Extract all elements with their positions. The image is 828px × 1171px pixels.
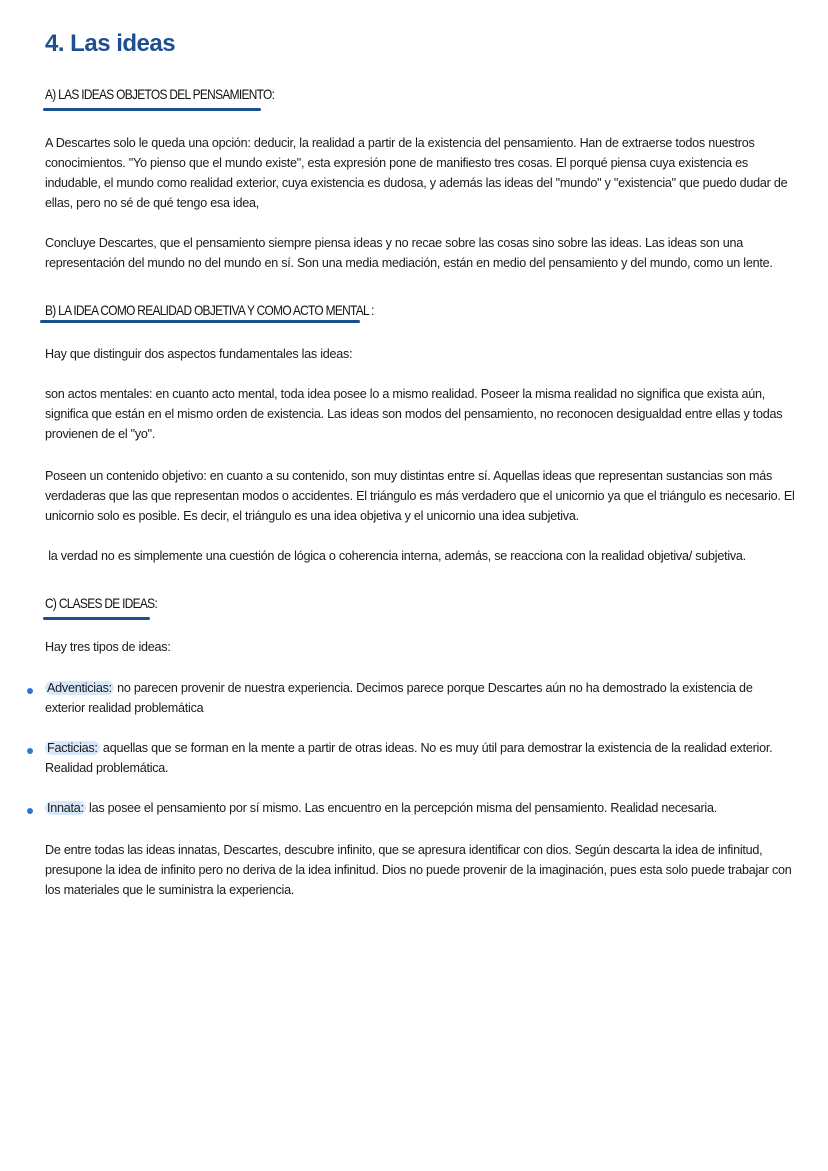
bullet-icon xyxy=(27,748,33,754)
section-b-underline xyxy=(40,320,360,323)
paragraph: De entre todas las ideas innatas, Descartes, descubre infinito, que se apresura identificar con dios. Según descarta la idea de infinitud, presupone la idea de infinito pero no deriva de la idea infinitud. Dios no puede provenir de la imaginación, pues esta solo puede trabajar con los materiales que le suministra la experiencia. xyxy=(45,843,792,897)
bullet-icon xyxy=(27,808,33,814)
paragraph: Concluye Descartes, que el pensamiento siempre piensa ideas y no recae sobre las cosas sino sobre las ideas. Las ideas son una representación del mundo no del mundo en sí. Son una media mediación, están en medio del pensamiento y del mundo, como un lente. xyxy=(45,236,773,270)
paragraph: Hay tres tipos de ideas: xyxy=(45,640,171,654)
term-highlight: Innata: xyxy=(47,801,84,815)
list-item xyxy=(45,738,795,778)
paragraph: A Descartes solo le queda una opción: deducir, la realidad a partir de la existencia del pensamiento. Han de extraerse todos nuestros conocimientos. "Yo pienso que el mundo existe", esta expresión pone de manifiesto tres cosas. El porqué piensa cuya existencia es indudable, el mundo como realidad exterior, cuya existencia es dudosa, y además las ideas del "mundo" y "existencia" que puedo dudar de ellas, pero no sé de qué tengo esa idea, xyxy=(45,136,788,210)
page-title: 4. Las ideas xyxy=(45,30,176,57)
list-item-text: aquellas que se forman en la mente a partir de otras ideas. No es muy útil para demostrar la existencia de la realidad exterior. Realidad problemática. xyxy=(45,741,773,775)
paragraph: Hay que distinguir dos aspectos fundamentales las ideas: xyxy=(45,347,353,361)
list-item xyxy=(45,798,795,818)
list-item-text: no parecen provenir de nuestra experiencia. Decimos parece porque Descartes aún no ha demostrado la existencia de exterior realidad problemática xyxy=(45,681,753,715)
section-b-heading: B) LA IDEA COMO REALIDAD OBJETIVA Y COMO ACTO MENTAL : xyxy=(45,302,374,318)
paragraph: la verdad no es simplemente una cuestión de lógica o coherencia interna, además, se reacciona con la realidad objetiva/ subjetiva. xyxy=(45,549,746,563)
section-a-heading: A) LAS IDEAS OBJETOS DEL PENSAMIENTO: xyxy=(45,86,275,102)
paragraph: Poseen un contenido objetivo: en cuanto a su contenido, son muy distintas entre sí. Aquellas ideas que representan sustancias son más verdaderas que las que representan modos o accidentes. El triángulo es más verdadero que el unicornio ya que el triángulo es necesario. El unicornio solo es posible. Es decir, el triángulo es una idea objetiva y el unicornio una idea subjetiva. xyxy=(45,469,795,523)
term-highlight: Adventicias: xyxy=(47,681,112,695)
paragraph: son actos mentales: en cuanto acto mental, toda idea posee lo a mismo realidad. Poseer la misma realidad no significa que exista aún, significa que están en el mismo orden de existencia. Las ideas son modos del pensamiento, no reconocen desigualdad entre ellas y todas provienen de el "yo". xyxy=(45,387,783,441)
section-c-heading: C) CLASES DE IDEAS: xyxy=(45,595,158,611)
bullet-icon xyxy=(27,688,33,694)
list-item-text: las posee el pensamiento por sí mismo. Las encuentro en la percepción misma del pensamiento. Realidad necesaria. xyxy=(85,801,717,815)
list-item xyxy=(45,678,795,718)
section-a-underline xyxy=(43,108,261,111)
section-c-underline xyxy=(43,617,150,620)
term-highlight: Facticias: xyxy=(47,741,98,755)
